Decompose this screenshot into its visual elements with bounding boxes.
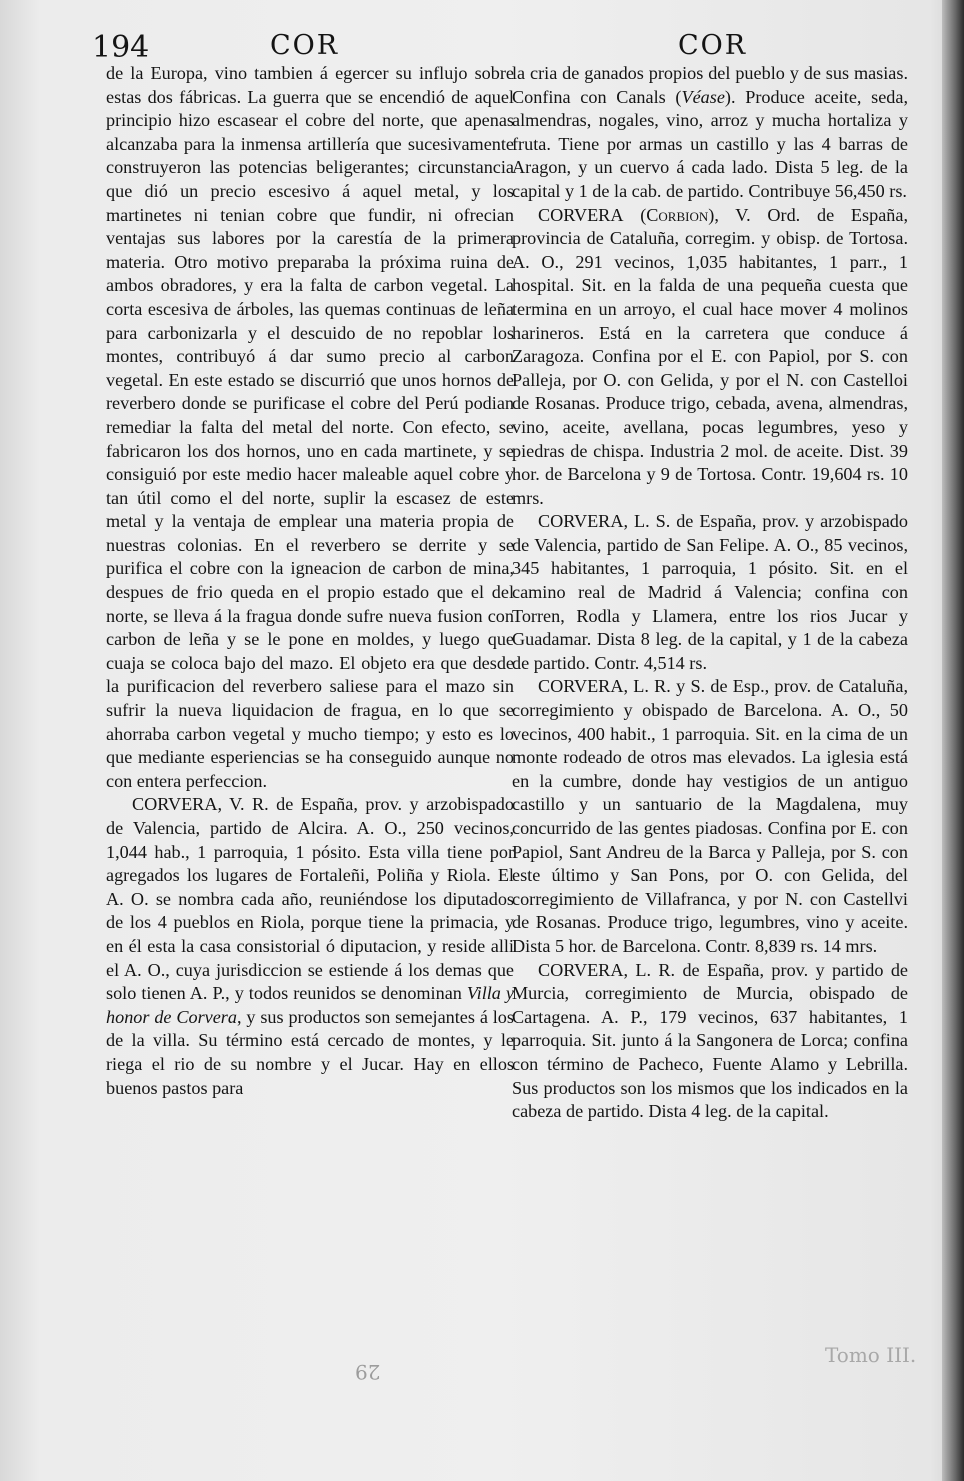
- entry-alt-name: Corbion: [646, 204, 709, 225]
- entry-head: CORVERA: [132, 794, 218, 815]
- continuation-paragraph: de la Europa, vino tambien á egercer su influjo sobre estas dos fábricas. La guerra que se encendió de aquel principio hizo escasear el cobre del norte, que apenas alcanzaba para la inmensa artillería que sucesivamente construyeron las potencias beligerantes; circunstancia que dió un precio escesivo á aquel metal, y los martinetes ni tenian cobre que fundir, ni ofrecian ventajas sus labores por la carestía de la primera materia. Otro motivo preparaba la próxima ruina de ambos obradores, y era la falta de carbon vegetal. La corta escesiva de árboles, las quemas continuas de leña para carbonizarla y el descuido de no repoblar los montes, contribuyó á dar sumo precio al carbon vegetal. En este estado se discurrió que unos hornos de reverbero donde se purificase el cobre del Perú podian remediar la falta del metal del norte. Con efecto, se fabricaron los dos hornos, uno en cada martinete, y se consiguió por este medio hacer maleable aquel cobre y tan útil como el del norte, suplir la escasez de este metal y la ventaja de emplear una materia propia de nuestras colonias. En el reverbero se derrite y se purifica el cobre con la igneacion de carbon de mina, despues de frio queda en el propio estado que el del norte, se lleva á la fragua donde sufre nueva fusion con carbon de leña y se le pone en moldes, y luego que cuaja se coloca bajo del mazo. El objeto era que desde la purificacion del reverbero saliese para el mazo sin sufrir la nueva liquidacion de fragua, en lo que se ahorraba carbon vegetal y mucho tiempo; y esto es lo que mediante esperiencias se ha conseguido aunque no con entera perfeccion.: [106, 63, 514, 791]
- entry-head: CORVERA: [538, 204, 624, 225]
- continuation-paragraph: [512, 62, 908, 204]
- running-head-left: COR: [270, 30, 340, 61]
- entry-text: , V. Ord. de España, provincia de Cataluña, corregim. y obisp. de Tortosa. A. O., 291 vecinos, 1,035 habitantes, 1 parr., 1 hospital. Sit. en la falda de una pequeña cuesta que termina en un arroyo, el cual hace mover 4 molinos harineros. Está en la carretera que conduce á Zaragoza. Confina por el E. con Papiol, por S. con Palleja, por O. con Gelida, y por el N. con Castelloi de Rosanas. Produce trigo, cebada, avena, almendras, vino, aceite, avellana, pocas legumbres, yeso y piedras de chispa. Industria 2 mol. de aceite. Dist. 39 hor. de Barcelona y 9 de Tortosa. Contr. 19,604 rs. 10 mrs.: [512, 204, 908, 508]
- entry-text: , y sus productos son semejantes á los de la villa. Su término está cercado de montes, y le riega el rio de su nombre y el Jucar. Hay en ellos buenos pastos para: [106, 1006, 514, 1098]
- entry-corvera-san-felipe: [512, 510, 908, 675]
- entry-text: , L. R. y S. de Esp., prov. de Cataluña, corregimiento y obispado de Barcelona. A. O., 50 vecinos, 400 habit., 1 parroquia. Sit. en la cima de un monte rodeado de otros mas elevados. La iglesia está en la cumbre, donde hay vestigios de un antiguo castillo y un santuario de la Magdalena, muy concurrido de las gentes piadosas. Confina por E. con Papiol, Sant Andreu de la Barca y Palleja, por S. con este último y San Pons, por O. con Gelida, del corregimiento de Villafranca, y por N. con Castellvi de Rosanas. Produce trigo, legumbres, vino y aceite. Dista 5 hor. de Barcelona. Contr. 8,839 rs. 14 mrs.: [512, 676, 908, 956]
- running-head-right: COR: [678, 30, 748, 61]
- entry-italic-text: Villa y honor de Corvera: [106, 983, 514, 1027]
- continuation-italic-text: Véase: [681, 86, 725, 107]
- entry-text: , L. R. de España, prov. y partido de Murcia, corregimiento de Murcia, obispado de Cartagena. A. P., 179 vecinos, 637 habitantes, 1 parroquia. Sit. junto á la Sangonera de Lorca; confina con término de Pacheco, Fuente Alamo y Lebrilla. Sus productos son los mismos que los indicados en la cabeza de partido. Dista 4 leg. de la capital.: [512, 959, 908, 1122]
- entry-head: CORVERA: [538, 511, 624, 532]
- book-spine-shadow: [942, 0, 964, 1481]
- left-column: [106, 62, 514, 1100]
- entry-corvera-valencia-alcira: [106, 793, 514, 1100]
- bleed-through-volume: Tomo III.: [825, 1343, 917, 1367]
- continuation-text: ). Produce aceite, seda, almendras, nogales, vino, arroz y mucha hortaliza y fruta. Tiene por armas un castillo y las 4 barras de Aragon, y un cuervo á cada lado. Dista 5 leg. de la capital y 1 de la cab. de partido. Contribuye 56,450 rs.: [512, 86, 908, 201]
- entry-text: , V. R. de España, prov. y arzobispado de Valencia, partido de Alcira. A. O., 250 vecinos, 1,044 hab., 1 parroquia, 1 pósito. Esta villa tiene por agregados los lugares de Fortaleñi, Poliña y Riola. El A. O. se nombra cada año, reuniéndose los diputados de los 4 pueblos en Riola, porque tiene la primacia, y en él esta la casa consistorial ó diputacion, y reside alli el A. O., cuya jurisdiccion se estiende á los demas que solo tienen A. P., y todos reunidos se denominan: [106, 794, 514, 1004]
- entry-corvera-barcelona: [512, 675, 908, 958]
- page-number: 194: [92, 30, 150, 65]
- bleed-through-mark: 29: [355, 1360, 381, 1384]
- right-column: [512, 62, 908, 1124]
- entry-head: CORVERA: [538, 676, 624, 697]
- entry-text: , L. S. de España, prov. y arzobispado de Valencia, partido de San Felipe. A. O., 85 vecinos, 345 habitantes, 1 parroquia, 1 pósito. Sit. en el camino real de Madrid á Valencia; confina con Torren, Rodla y Llamera, entre los rios Jucar y Guadamar. Dista 8 leg. de la capital, y 1 de la cabeza de partido. Contr. 4,514 rs.: [512, 511, 908, 673]
- entry-corvera-murcia: [512, 959, 908, 1124]
- continuation-text: la cria de ganados propios del pueblo y de sus masias. Confina con Canals (: [512, 63, 908, 107]
- entry-head: CORVERA: [538, 959, 624, 980]
- entry-corvera-corbion: CORVERA (Corbion), V. Ord. de España, provincia de Cataluña, corregim. y obisp. de Tortosa. A. O., 291 vecinos, 1,035 habitantes, 1 parr., 1 hospital. Sit. en la falda de una pequeña cuesta que termina en un arroyo, el cual hace mover 4 molinos harineros. Está en la carretera que conduce á Zaragoza. Confina por el E. con Papiol, por S. con Palleja, por O. con Gelida, y por el N. con Castelloi de Rosanas. Produce trigo, cebada, avena, almendras, vino, aceite, avellana, pocas legumbres, yeso y piedras de chispa. Industria 2 mol. de aceite. Dist. 39 hor. de Barcelona y 9 de Tortosa. Contr. 19,604 rs. 10 mrs.: [512, 204, 908, 508]
